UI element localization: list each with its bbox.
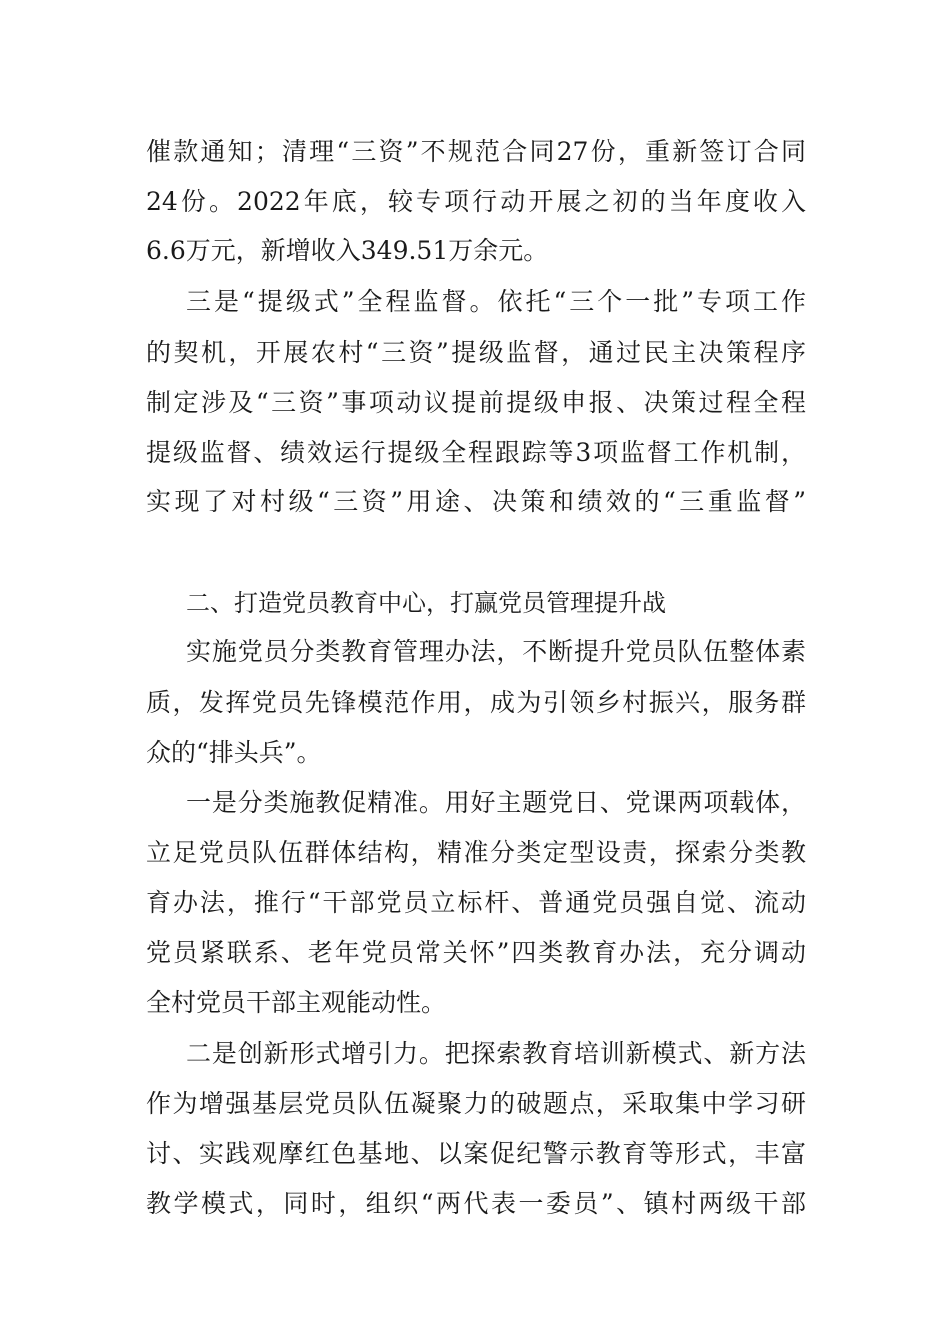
paragraph-line: 实施党员分类教育管理办法，不断提升党员队伍整体素 bbox=[186, 637, 806, 666]
paragraph-line: 三是“提级式”全程监督。依托“三个一批”专项工作 bbox=[186, 287, 806, 316]
paragraph-line: 党员紧联系、老年党员常关怀”四类教育办法，充分调动 bbox=[146, 938, 806, 967]
paragraph-line: 的契机，开展农村“三资”提级监督，通过民主决策程序 bbox=[146, 338, 806, 367]
paragraph-line: 6.6万元，新增收入349.51万余元。 bbox=[146, 236, 549, 265]
paragraph-line: 立足党员队伍群体结构，精准分类定型设责，探索分类教 bbox=[146, 838, 806, 867]
paragraph-line: 实现了对村级“三资”用途、决策和绩效的“三重监督” bbox=[146, 487, 806, 516]
paragraph-line: 制定涉及“三资”事项动议提前提级申报、决策过程全程 bbox=[146, 388, 806, 417]
paragraph-line: 一是分类施教促精准。用好主题党日、党课两项载体， bbox=[186, 788, 806, 817]
paragraph-line: 提级监督、绩效运行提级全程跟踪等3项监督工作机制， bbox=[146, 438, 806, 467]
paragraph-line: 讨、实践观摩红色基地、以案促纪警示教育等形式，丰富 bbox=[146, 1139, 806, 1168]
paragraph-line: 全村党员干部主观能动性。 bbox=[146, 988, 447, 1017]
paragraph-line: 育办法，推行“干部党员立标杆、普通党员强自觉、流动 bbox=[146, 888, 806, 917]
paragraph-line: 质，发挥党员先锋模范作用，成为引领乡村振兴，服务群 bbox=[146, 688, 806, 717]
paragraph-line: 教学模式，同时，组织“两代表一委员”、镇村两级干部 bbox=[146, 1189, 806, 1218]
paragraph-line: 二是创新形式增引力。把探索教育培训新模式、新方法 bbox=[186, 1039, 806, 1068]
paragraph-line: 催款通知；清理“三资”不规范合同27份，重新签订合同 bbox=[146, 137, 806, 166]
section-heading: 二、打造党员教育中心，打赢党员管理提升战 bbox=[186, 589, 666, 617]
paragraph-line: 众的“排头兵”。 bbox=[146, 738, 322, 767]
paragraph-line: 作为增强基层党员队伍凝聚力的破题点，采取集中学习研 bbox=[146, 1089, 806, 1118]
paragraph-line: 24份。2022年底，较专项行动开展之初的当年度收入 bbox=[146, 187, 806, 216]
